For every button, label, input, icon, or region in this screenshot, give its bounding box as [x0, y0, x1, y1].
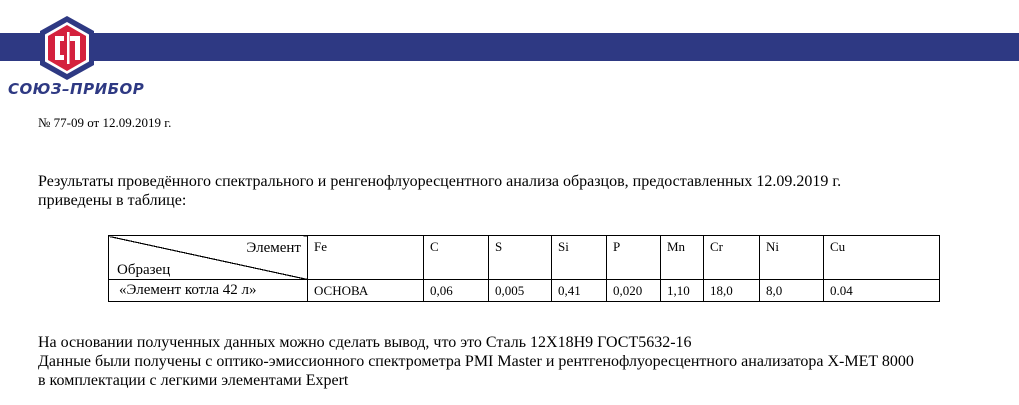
sample-axis-label: Образец [117, 262, 171, 278]
value-cell: 18,0 [704, 280, 760, 302]
conclusion-line: На основании полученных данных можно сделать вывод, что это Сталь 12Х18Н9 ГОСТ5632-16 [38, 334, 692, 351]
intro-line: приведены в таблице: [38, 192, 187, 209]
element-header: Ni [760, 236, 824, 280]
company-logo-icon [37, 14, 97, 82]
value-cell: ОСНОВА [308, 280, 424, 302]
value-cell: 0,41 [552, 280, 607, 302]
conclusion-line: Данные были получены с оптико-эмиссионного спектрометра PMI Master и рентгенофлуоресцентного анализатора X-MET 8000 [38, 353, 914, 370]
table-row [109, 280, 940, 302]
value-cell: 0,06 [424, 280, 489, 302]
header-banner [0, 33, 1019, 61]
document-number: № 77-09 от 12.09.2019 г. [38, 115, 172, 130]
element-header: Si [552, 236, 607, 280]
element-header: Cu [824, 236, 940, 280]
value-cell: 0,005 [489, 280, 552, 302]
results-table [108, 235, 940, 302]
element-header: P [607, 236, 661, 280]
element-axis-label: Элемент [246, 240, 301, 256]
value-cell: 1,10 [661, 280, 704, 302]
brand-name: СОЮЗ–ПРИБОР [8, 80, 145, 98]
intro-line: Результаты проведённого спектрального и ренгенофлуоресцентного анализа образцов, предоставленных 12.09.2019 г. [38, 173, 842, 190]
value-cell: 0.04 [824, 280, 940, 302]
intro-paragraph [38, 172, 1008, 210]
conclusion-line: в комплектации с легкими элементами Expert [38, 372, 349, 389]
value-cell: 0,020 [607, 280, 661, 302]
sample-name-cell: «Элемент котла 42 л» [109, 280, 308, 302]
element-header: Fe [308, 236, 424, 280]
element-header: Mn [661, 236, 704, 280]
corner-header-cell [109, 236, 308, 280]
value-cell: 8,0 [760, 280, 824, 302]
element-header: Cr [704, 236, 760, 280]
element-header: C [424, 236, 489, 280]
element-header: S [489, 236, 552, 280]
table-header-row [109, 236, 940, 280]
conclusion-paragraph [38, 333, 1018, 390]
